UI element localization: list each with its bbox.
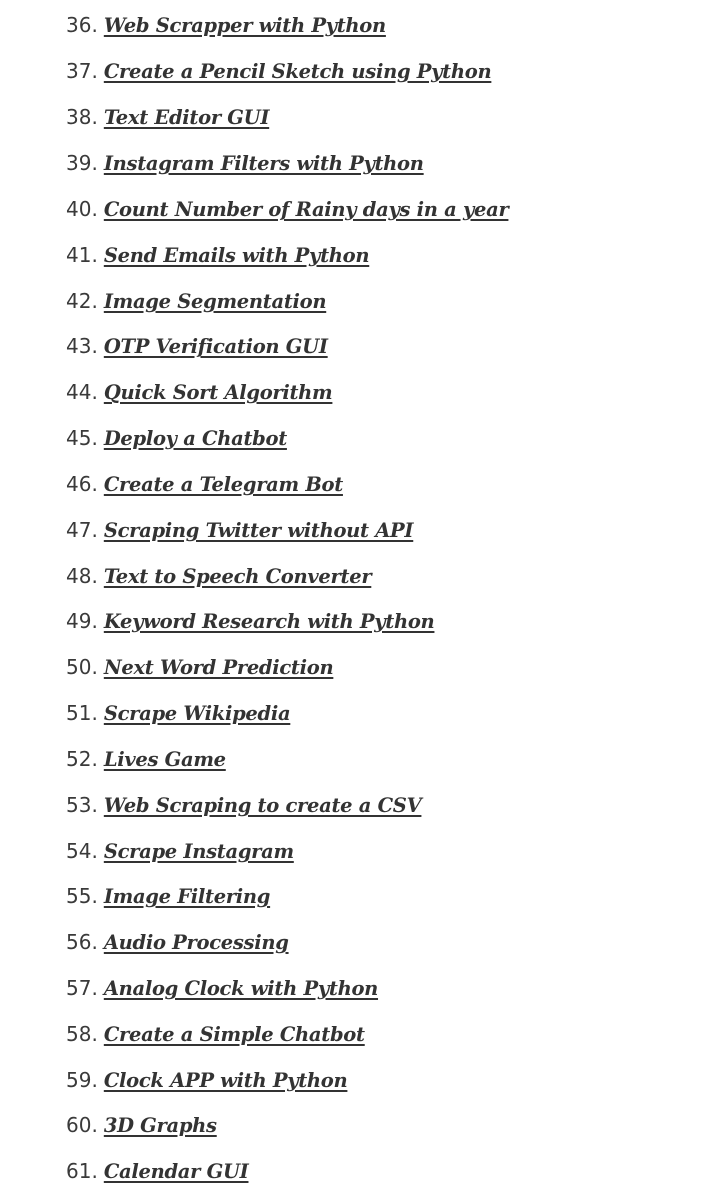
project-link[interactable]: Deploy a Chatbot bbox=[103, 427, 287, 450]
project-link[interactable]: Create a Simple Chatbot bbox=[103, 1023, 365, 1046]
list-item bbox=[66, 1156, 248, 1186]
list-item bbox=[66, 148, 424, 178]
project-link[interactable]: Scrape Wikipedia bbox=[103, 702, 291, 725]
list-item bbox=[66, 240, 369, 270]
item-number: 61. bbox=[66, 1159, 98, 1183]
item-number: 49. bbox=[66, 609, 98, 633]
item-number: 57. bbox=[66, 976, 98, 1000]
item-number: 52. bbox=[66, 747, 98, 771]
item-number: 45. bbox=[66, 426, 98, 450]
project-link[interactable]: Image Segmentation bbox=[103, 290, 327, 313]
project-link[interactable]: OTP Verification GUI bbox=[103, 335, 328, 358]
project-link[interactable]: Send Emails with Python bbox=[103, 244, 370, 267]
project-link[interactable]: Clock APP with Python bbox=[103, 1069, 348, 1092]
item-number: 39. bbox=[66, 151, 98, 175]
item-number: 53. bbox=[66, 793, 98, 817]
list-item bbox=[66, 102, 269, 132]
list-item bbox=[66, 927, 289, 957]
project-link[interactable]: Instagram Filters with Python bbox=[103, 152, 424, 175]
project-link[interactable]: Scrape Instagram bbox=[103, 840, 294, 863]
list-item bbox=[66, 331, 328, 361]
project-link[interactable]: Text to Speech Converter bbox=[103, 565, 372, 588]
project-link[interactable]: Count Number of Rainy days in a year bbox=[103, 198, 509, 221]
project-link[interactable]: Audio Processing bbox=[103, 931, 289, 954]
item-number: 38. bbox=[66, 105, 98, 129]
item-number: 58. bbox=[66, 1022, 98, 1046]
project-link[interactable]: Create a Pencil Sketch using Python bbox=[103, 60, 492, 83]
list-item bbox=[66, 881, 270, 911]
item-number: 47. bbox=[66, 518, 98, 542]
item-number: 42. bbox=[66, 289, 98, 313]
list-item bbox=[66, 790, 421, 820]
project-link[interactable]: Keyword Research with Python bbox=[103, 610, 435, 633]
list-item bbox=[66, 286, 326, 316]
list-item bbox=[66, 1065, 347, 1095]
list-item bbox=[66, 469, 343, 499]
list-item bbox=[66, 836, 294, 866]
item-number: 59. bbox=[66, 1068, 98, 1092]
project-link[interactable]: Text Editor GUI bbox=[103, 106, 270, 129]
item-number: 56. bbox=[66, 930, 98, 954]
item-number: 40. bbox=[66, 197, 98, 221]
list-item bbox=[66, 652, 333, 682]
list-item bbox=[66, 1110, 217, 1140]
project-link[interactable]: Scraping Twitter without API bbox=[103, 519, 414, 542]
item-number: 51. bbox=[66, 701, 98, 725]
project-link[interactable]: Web Scraping to create a CSV bbox=[103, 794, 422, 817]
list-item bbox=[66, 10, 386, 40]
item-number: 60. bbox=[66, 1113, 98, 1137]
list-item bbox=[66, 515, 413, 545]
list-item bbox=[66, 561, 371, 591]
project-link[interactable]: 3D Graphs bbox=[103, 1114, 217, 1137]
list-item bbox=[66, 56, 491, 86]
item-number: 54. bbox=[66, 839, 98, 863]
project-link[interactable]: Next Word Prediction bbox=[103, 656, 334, 679]
list-item bbox=[66, 744, 226, 774]
project-link[interactable]: Lives Game bbox=[103, 748, 226, 771]
project-link[interactable]: Create a Telegram Bot bbox=[103, 473, 343, 496]
list-item bbox=[66, 194, 508, 224]
item-number: 50. bbox=[66, 655, 98, 679]
item-number: 43. bbox=[66, 334, 98, 358]
item-number: 41. bbox=[66, 243, 98, 267]
project-link[interactable]: Web Scrapper with Python bbox=[103, 14, 386, 37]
item-number: 37. bbox=[66, 59, 98, 83]
item-number: 46. bbox=[66, 472, 98, 496]
list-item bbox=[66, 423, 287, 453]
list-item bbox=[66, 377, 332, 407]
item-number: 44. bbox=[66, 380, 98, 404]
list-item bbox=[66, 606, 434, 636]
list-item bbox=[66, 973, 378, 1003]
project-link[interactable]: Analog Clock with Python bbox=[103, 977, 379, 1000]
project-link[interactable]: Image Filtering bbox=[103, 885, 271, 908]
item-number: 55. bbox=[66, 884, 98, 908]
project-link[interactable]: Calendar GUI bbox=[103, 1160, 249, 1183]
list-item bbox=[66, 698, 290, 728]
project-link[interactable]: Quick Sort Algorithm bbox=[103, 381, 333, 404]
list-item bbox=[66, 1019, 365, 1049]
item-number: 36. bbox=[66, 13, 98, 37]
item-number: 48. bbox=[66, 564, 98, 588]
